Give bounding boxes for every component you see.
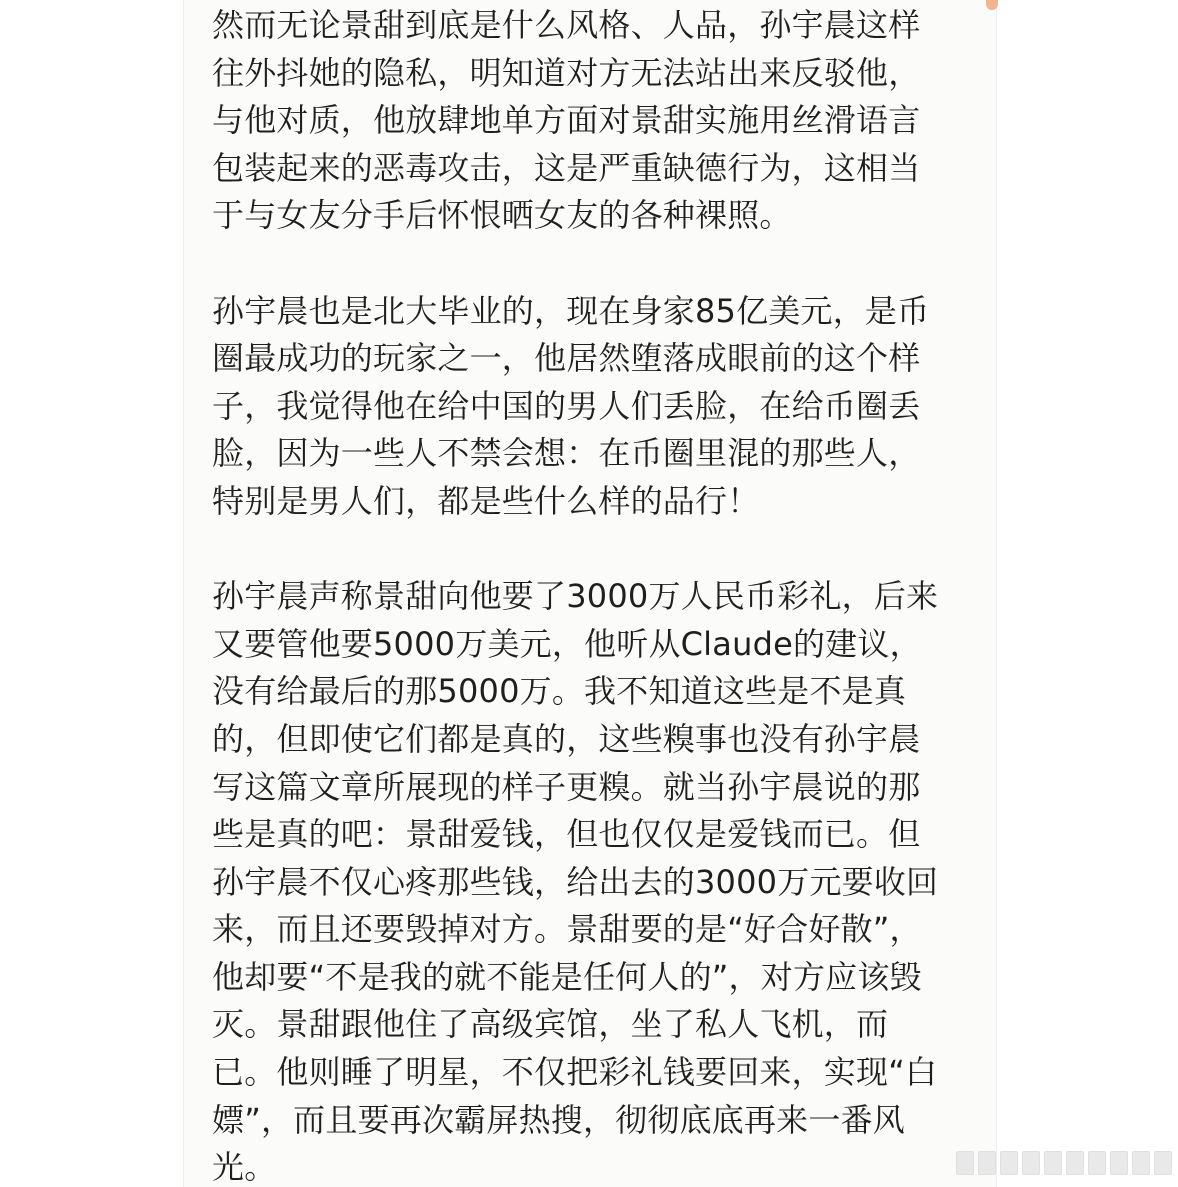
paragraph-2 xyxy=(212,288,962,526)
text-line: 没有给最后的那5000万。我不知道这些是不是真 xyxy=(212,672,907,711)
text-line: 嫖”，而且要再次霸屏热搜，彻彻底底再来一番风 xyxy=(212,1100,905,1139)
paragraph-3 xyxy=(212,573,962,1187)
paragraph-1 xyxy=(212,2,962,240)
text-line: 的，但即使它们都是真的，这些糗事也没有孙宇晨 xyxy=(212,719,921,758)
text-line: 些是真的吧：景甜爱钱，但也仅仅是爱钱而已。但 xyxy=(212,815,921,854)
scroll-indicator[interactable] xyxy=(986,0,998,10)
text-line: 他却要“不是我的就不能是任何人的”，对方应该毁 xyxy=(212,957,922,996)
text-line: 又要管他要5000万美元，他听从Claude的建议， xyxy=(212,624,922,663)
text-line: 孙宇晨不仅心疼那些钱，给出去的3000万元要收回 xyxy=(212,862,939,901)
text-line: 已。他则睡了明星，不仅把彩礼钱要回来，实现“白 xyxy=(212,1053,938,1092)
text-line: 孙宇晨声称景甜向他要了3000万人民币彩礼，后来 xyxy=(212,577,939,616)
article-body xyxy=(212,2,962,1187)
text-line: 然而无论景甜到底是什么风格、人品，孙宇晨这样 xyxy=(212,6,921,44)
text-line: 光。 xyxy=(212,1148,277,1187)
text-line: 特别是男人们，都是些什么样的品行！ xyxy=(212,481,760,520)
text-line: 孙宇晨也是北大毕业的，现在身家85亿美元，是币 xyxy=(212,291,930,330)
text-line: 脸，因为一些人不禁会想：在币圈里混的那些人， xyxy=(212,434,921,473)
text-line: 包装起来的恶毒攻击，这是严重缺德行为，这相当 xyxy=(212,148,921,187)
text-line: 圈最成功的玩家之一，他居然堕落成眼前的这个样 xyxy=(212,339,921,378)
text-line: 于与女友分手后怀恨晒女友的各种裸照。 xyxy=(212,196,792,235)
watermark-bars-icon xyxy=(956,1151,1172,1175)
text-line: 来，而且还要毁掉对方。景甜要的是“好合好散”， xyxy=(212,910,922,949)
text-line: 灭。景甜跟他住了高级宾馆，坐了私人飞机，而 xyxy=(212,1005,889,1044)
text-line: 写这篇文章所展现的样子更糗。就当孙宇晨说的那 xyxy=(212,767,921,806)
text-line: 往外抖她的隐私，明知道对方无法站出来反驳他， xyxy=(212,53,921,92)
text-line: 子，我觉得他在给中国的男人们丢脸，在给币圈丢 xyxy=(212,386,921,425)
text-line: 与他对质，他放肆地单方面对景甜实施用丝滑语言 xyxy=(212,101,921,140)
